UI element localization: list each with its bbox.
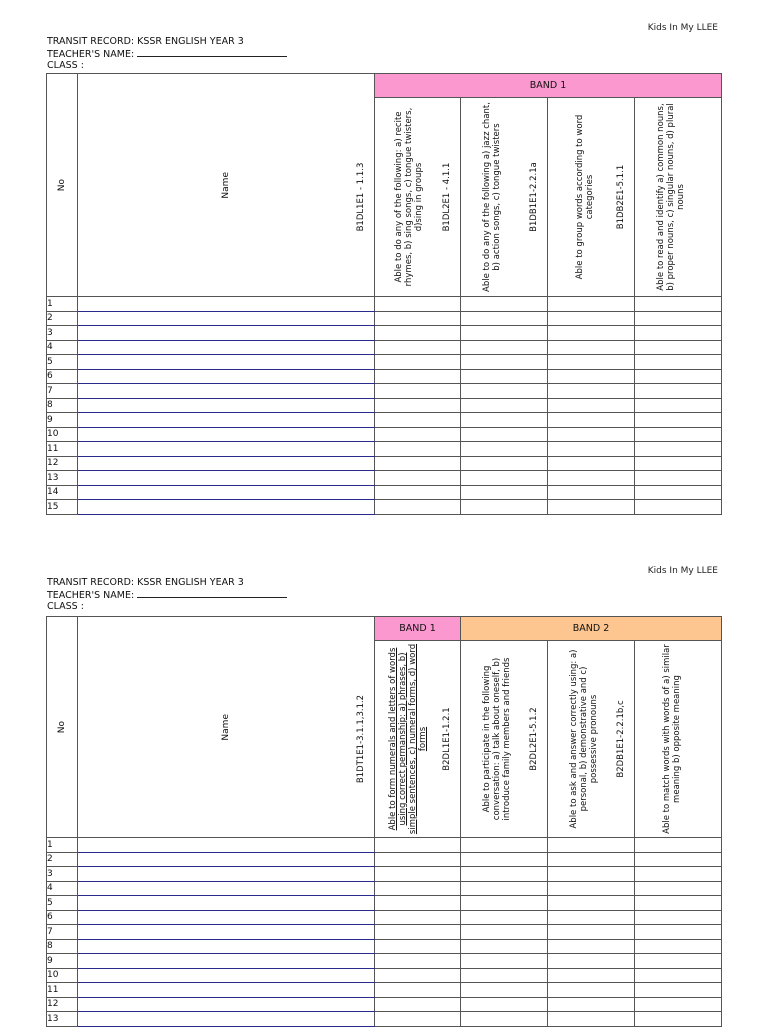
assessment-cell[interactable] — [635, 442, 722, 457]
assessment-cell[interactable] — [548, 838, 635, 853]
table-row — [47, 297, 722, 312]
row-number: 11 — [47, 983, 78, 998]
sheet-header — [47, 577, 287, 613]
assessment-cell[interactable] — [461, 852, 548, 867]
assessment-cell[interactable] — [635, 983, 722, 998]
assessment-cell[interactable] — [461, 456, 548, 471]
assessment-cell[interactable] — [461, 427, 548, 442]
assessment-cell[interactable] — [375, 427, 461, 442]
assessment-cell[interactable] — [548, 968, 635, 983]
teacher-name-line — [47, 48, 287, 61]
row-number: 10 — [47, 427, 78, 442]
assessment-cell[interactable] — [461, 355, 548, 370]
table-row — [47, 968, 722, 983]
standard-description: Able to match words with words of a) similar meaning b) opposite meaning — [662, 644, 682, 834]
table-row — [47, 983, 722, 998]
assessment-cell[interactable] — [375, 939, 461, 954]
assessment-cell[interactable] — [461, 369, 548, 384]
table-row — [47, 442, 722, 457]
standard-code: B1DL1E1 - 1.1.3 — [355, 162, 366, 232]
table-row — [47, 881, 722, 896]
sheet-header — [47, 36, 287, 72]
assessment-cell[interactable] — [375, 500, 461, 515]
student-name-cell[interactable] — [78, 427, 375, 442]
row-number: 6 — [47, 369, 78, 384]
assessment-cell[interactable] — [548, 852, 635, 867]
student-name-cell[interactable] — [78, 471, 375, 486]
student-name-cell[interactable] — [78, 311, 375, 326]
record-table-2 — [46, 616, 722, 1027]
row-number: 14 — [47, 485, 78, 500]
table-row — [47, 398, 722, 413]
class-label: CLASS : — [47, 601, 84, 612]
standard-description: Able to do any of the following: a) recite rhymes, b) sing songs, c) tongue twisters, d)sing in groups — [393, 107, 424, 287]
assessment-cell[interactable] — [375, 384, 461, 399]
student-name-cell[interactable] — [78, 355, 375, 370]
table-row — [47, 456, 722, 471]
table-row — [47, 500, 722, 515]
assessment-cell[interactable] — [635, 997, 722, 1012]
student-name-cell[interactable] — [78, 852, 375, 867]
student-name-cell[interactable] — [78, 442, 375, 457]
standard-description: Able to group words according to word categories — [575, 114, 595, 280]
student-name-cell[interactable] — [78, 867, 375, 882]
column-header-name: Name — [78, 74, 375, 297]
assessment-cell[interactable] — [635, 1012, 722, 1027]
table-row — [47, 1012, 722, 1027]
standard-description: Able to ask and answer correctly using: a) personal, b) demonstrative and c) possessive pronouns — [569, 649, 599, 829]
assessment-cell[interactable] — [461, 939, 548, 954]
table-row — [47, 311, 722, 326]
assessment-cell[interactable] — [461, 398, 548, 413]
student-name-cell[interactable] — [78, 485, 375, 500]
assessment-cell[interactable] — [635, 311, 722, 326]
sheet-title: TRANSIT RECORD: KSSR ENGLISH YEAR 3 — [47, 577, 244, 588]
table-row — [47, 939, 722, 954]
assessment-cell[interactable] — [375, 983, 461, 998]
assessment-cell[interactable] — [461, 340, 548, 355]
assessment-cell[interactable] — [461, 954, 548, 969]
student-name-cell[interactable] — [78, 968, 375, 983]
row-number: 15 — [47, 500, 78, 515]
table-row — [47, 340, 722, 355]
row-number: 4 — [47, 340, 78, 355]
table-row — [47, 413, 722, 428]
teacher-name-line — [47, 589, 287, 602]
assessment-cell[interactable] — [375, 968, 461, 983]
assessment-cell[interactable] — [635, 471, 722, 486]
standard-description: Able to participate in the following conversation: a) talk about oneself, b) introduce family members and friends — [482, 657, 512, 821]
standard-description: Able to read and identify a) common nouns, b) proper nouns, c) singular nouns, d) plural nouns — [656, 103, 686, 291]
band-1-header: BAND 1 — [375, 74, 722, 98]
assessment-cell[interactable] — [635, 910, 722, 925]
table-row — [47, 326, 722, 341]
student-name-cell[interactable] — [78, 297, 375, 312]
teacher-name-blank — [137, 589, 287, 598]
standard-header — [616, 98, 722, 297]
assessment-cell[interactable] — [548, 326, 635, 341]
brand-label: Kids In My LLEE — [647, 566, 718, 576]
student-name-cell[interactable] — [78, 500, 375, 515]
assessment-cell[interactable] — [635, 852, 722, 867]
assessment-cell[interactable] — [375, 456, 461, 471]
assessment-cell[interactable] — [375, 896, 461, 911]
assessment-cell[interactable] — [635, 925, 722, 940]
student-name-cell[interactable] — [78, 340, 375, 355]
table-row — [47, 485, 722, 500]
assessment-cell[interactable] — [635, 867, 722, 882]
assessment-cell[interactable] — [461, 838, 548, 853]
student-name-cell[interactable] — [78, 925, 375, 940]
assessment-cell[interactable] — [461, 485, 548, 500]
row-number: 7 — [47, 384, 78, 399]
row-number: 10 — [47, 968, 78, 983]
assessment-cell[interactable] — [548, 398, 635, 413]
assessment-cell[interactable] — [375, 838, 461, 853]
assessment-cell[interactable] — [461, 968, 548, 983]
table-row — [47, 867, 722, 882]
assessment-cell[interactable] — [635, 500, 722, 515]
student-name-cell[interactable] — [78, 1012, 375, 1027]
row-number: 1 — [47, 297, 78, 312]
row-number: 7 — [47, 925, 78, 940]
assessment-cell[interactable] — [375, 485, 461, 500]
assessment-cell[interactable] — [461, 500, 548, 515]
assessment-cell[interactable] — [635, 413, 722, 428]
row-number: 13 — [47, 471, 78, 486]
assessment-cell[interactable] — [635, 398, 722, 413]
assessment-cell[interactable] — [635, 456, 722, 471]
column-header-no: No — [47, 74, 78, 297]
table-row — [47, 471, 722, 486]
standard-code: B1DT1E1-3.1.1,3.1.2 — [355, 694, 366, 784]
row-number: 13 — [47, 1012, 78, 1027]
table-row — [47, 954, 722, 969]
assessment-cell[interactable] — [548, 881, 635, 896]
student-name-cell[interactable] — [78, 369, 375, 384]
assessment-cell[interactable] — [548, 311, 635, 326]
assessment-cell[interactable] — [548, 384, 635, 399]
assessment-cell[interactable] — [375, 997, 461, 1012]
assessment-cell[interactable] — [548, 355, 635, 370]
assessment-cell[interactable] — [548, 369, 635, 384]
assessment-cell[interactable] — [461, 1012, 548, 1027]
row-number: 8 — [47, 939, 78, 954]
assessment-cell[interactable] — [461, 384, 548, 399]
row-number: 2 — [47, 311, 78, 326]
assessment-cell[interactable] — [461, 471, 548, 486]
table-row — [47, 355, 722, 370]
band-2-header: BAND 2 — [461, 617, 722, 641]
table-row — [47, 910, 722, 925]
table-row — [47, 852, 722, 867]
assessment-cell[interactable] — [548, 910, 635, 925]
standard-header — [616, 641, 722, 838]
assessment-cell[interactable] — [375, 311, 461, 326]
student-name-cell[interactable] — [78, 398, 375, 413]
student-name-cell[interactable] — [78, 326, 375, 341]
table-row — [47, 925, 722, 940]
assessment-cell[interactable] — [548, 471, 635, 486]
assessment-cell[interactable] — [548, 867, 635, 882]
assessment-cell[interactable] — [461, 997, 548, 1012]
row-number: 9 — [47, 413, 78, 428]
standard-description: Able to do any of the following a) jazz chant, b) action songs, c) tongue twisters — [482, 102, 502, 292]
assessment-cell[interactable] — [375, 1012, 461, 1027]
row-number: 12 — [47, 456, 78, 471]
assessment-cell[interactable] — [375, 442, 461, 457]
row-number: 6 — [47, 910, 78, 925]
assessment-cell[interactable] — [635, 838, 722, 853]
assessment-cell[interactable] — [375, 398, 461, 413]
assessment-cell[interactable] — [548, 896, 635, 911]
assessment-cell[interactable] — [375, 852, 461, 867]
assessment-cell[interactable] — [548, 954, 635, 969]
assessment-cell[interactable] — [375, 954, 461, 969]
row-number: 4 — [47, 881, 78, 896]
assessment-cell[interactable] — [548, 413, 635, 428]
standard-code: B2DL2E1-5.1.2 — [529, 707, 539, 771]
standard-code: B2DL1E1-1.2.1 — [442, 707, 452, 771]
assessment-cell[interactable] — [461, 311, 548, 326]
student-name-cell[interactable] — [78, 997, 375, 1012]
assessment-cell[interactable] — [548, 427, 635, 442]
assessment-cell[interactable] — [548, 297, 635, 312]
assessment-cell[interactable] — [548, 997, 635, 1012]
table-row — [47, 427, 722, 442]
column-header-name: Name — [78, 617, 375, 838]
class-label: CLASS : — [47, 60, 84, 71]
assessment-cell[interactable] — [548, 340, 635, 355]
band-1-header: BAND 1 — [375, 617, 461, 641]
student-name-cell[interactable] — [78, 939, 375, 954]
table-row — [47, 369, 722, 384]
assessment-cell[interactable] — [461, 413, 548, 428]
assessment-cell[interactable] — [375, 925, 461, 940]
table-row — [47, 896, 722, 911]
student-name-cell[interactable] — [78, 838, 375, 853]
teacher-name-label: TEACHER'S NAME: — [47, 589, 135, 601]
assessment-cell[interactable] — [375, 413, 461, 428]
assessment-cell[interactable] — [548, 500, 635, 515]
row-number: 5 — [47, 896, 78, 911]
student-name-cell[interactable] — [78, 983, 375, 998]
column-header-no: No — [47, 617, 78, 838]
student-name-cell[interactable] — [78, 881, 375, 896]
student-name-cell[interactable] — [78, 456, 375, 471]
teacher-name-blank — [137, 48, 287, 57]
table-row — [47, 997, 722, 1012]
brand-label: Kids In My LLEE — [647, 23, 718, 33]
row-number: 2 — [47, 852, 78, 867]
standard-description: Able to form numerals and letters of words using correct permanship: a) phrases, b) simple sentences, c) numeral forms, d) word forms — [387, 643, 428, 835]
assessment-cell[interactable] — [635, 896, 722, 911]
assessment-cell[interactable] — [375, 369, 461, 384]
student-name-cell[interactable] — [78, 413, 375, 428]
row-number: 12 — [47, 997, 78, 1012]
row-number: 9 — [47, 954, 78, 969]
assessment-cell[interactable] — [375, 326, 461, 341]
assessment-cell[interactable] — [375, 867, 461, 882]
assessment-cell[interactable] — [375, 297, 461, 312]
assessment-cell[interactable] — [375, 471, 461, 486]
assessment-cell[interactable] — [635, 297, 722, 312]
row-number: 3 — [47, 867, 78, 882]
sheet-title: TRANSIT RECORD: KSSR ENGLISH YEAR 3 — [47, 36, 244, 47]
assessment-cell[interactable] — [375, 881, 461, 896]
assessment-cell[interactable] — [375, 910, 461, 925]
assessment-cell[interactable] — [461, 910, 548, 925]
assessment-cell[interactable] — [461, 297, 548, 312]
student-name-cell[interactable] — [78, 910, 375, 925]
row-number: 1 — [47, 838, 78, 853]
student-name-cell[interactable] — [78, 954, 375, 969]
assessment-cell[interactable] — [635, 355, 722, 370]
assessment-cell[interactable] — [461, 326, 548, 341]
assessment-cell[interactable] — [635, 326, 722, 341]
teacher-name-label: TEACHER'S NAME: — [47, 48, 135, 60]
assessment-cell[interactable] — [548, 939, 635, 954]
assessment-cell[interactable] — [635, 340, 722, 355]
assessment-cell[interactable] — [635, 427, 722, 442]
table-row — [47, 384, 722, 399]
assessment-cell[interactable] — [548, 983, 635, 998]
row-number: 11 — [47, 442, 78, 457]
student-name-cell[interactable] — [78, 896, 375, 911]
table-row — [47, 838, 722, 853]
assessment-cell[interactable] — [375, 340, 461, 355]
assessment-cell[interactable] — [635, 485, 722, 500]
standard-code: B1DB1E1-2.2.1a — [529, 162, 539, 232]
assessment-cell[interactable] — [461, 925, 548, 940]
student-name-cell[interactable] — [78, 384, 375, 399]
assessment-cell[interactable] — [461, 867, 548, 882]
assessment-cell[interactable] — [548, 925, 635, 940]
assessment-cell[interactable] — [635, 939, 722, 954]
row-number: 5 — [47, 355, 78, 370]
assessment-cell[interactable] — [635, 954, 722, 969]
assessment-cell[interactable] — [548, 1012, 635, 1027]
assessment-cell[interactable] — [548, 456, 635, 471]
assessment-cell[interactable] — [635, 881, 722, 896]
assessment-cell[interactable] — [548, 442, 635, 457]
assessment-cell[interactable] — [375, 355, 461, 370]
record-table-1 — [46, 73, 722, 515]
assessment-cell[interactable] — [461, 881, 548, 896]
assessment-cell[interactable] — [461, 896, 548, 911]
standard-code: B2DB1E1-2.2.1b,c — [616, 700, 626, 778]
row-number: 8 — [47, 398, 78, 413]
assessment-cell[interactable] — [635, 384, 722, 399]
standard-code: B1DL2E1 - 4.1.1 — [442, 162, 452, 232]
assessment-cell[interactable] — [461, 983, 548, 998]
assessment-cell[interactable] — [548, 485, 635, 500]
assessment-cell[interactable] — [461, 442, 548, 457]
row-number: 3 — [47, 326, 78, 341]
standard-code: B1DB2E1-5.1.1 — [616, 164, 626, 230]
assessment-cell[interactable] — [635, 968, 722, 983]
assessment-cell[interactable] — [635, 369, 722, 384]
